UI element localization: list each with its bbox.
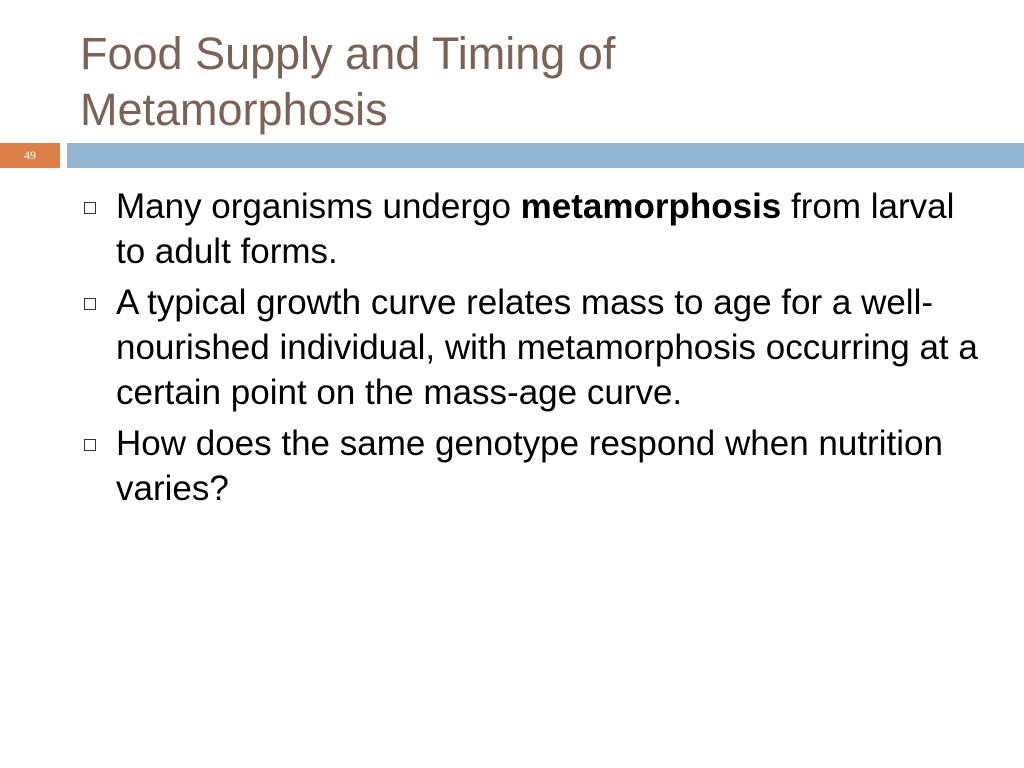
hollow-square-bullet-icon	[84, 202, 96, 214]
bullet-text: from larval to adult forms.	[116, 187, 955, 271]
hollow-square-bullet-icon	[84, 439, 96, 451]
bullet-item-growth-curve	[82, 280, 982, 415]
bullet-text: Many organisms undergo	[116, 187, 521, 226]
accent-bar	[67, 143, 1024, 168]
slide-number-badge	[0, 143, 60, 168]
bullet-item-genotype-question	[82, 421, 982, 511]
slide-number: 49	[24, 148, 36, 162]
bullet-list	[82, 184, 982, 517]
slide-title	[80, 26, 980, 138]
hollow-square-bullet-icon	[84, 298, 96, 310]
bullet-text: A typical growth curve relates mass to age for a well-nourished individual, with metamorphosis occurring at a certain point on the mass-age curve.	[116, 283, 978, 412]
slide-title-line-2: Metamorphosis	[80, 84, 388, 135]
bold-term: metamorphosis	[520, 187, 782, 226]
bullet-item-metamorphosis	[82, 184, 982, 274]
slide-title-line-1: Food Supply and Timing of	[80, 28, 616, 79]
bullet-text: How does the same genotype respond when nutrition varies?	[116, 424, 943, 508]
